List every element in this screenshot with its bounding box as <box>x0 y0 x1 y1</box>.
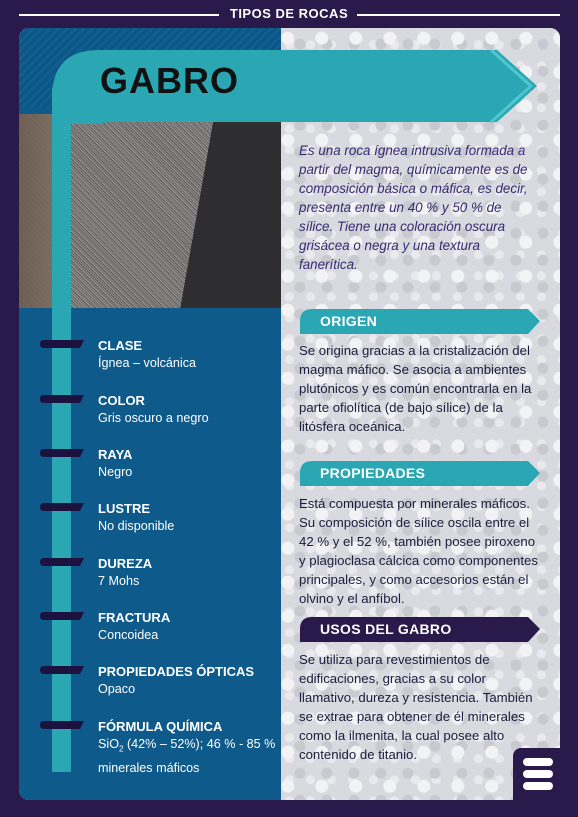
property-raya <box>98 447 278 481</box>
propiedades-text: Está compuesta por minerales máficos. Su composición de sílice oscila entre el 42 % y el 52 %, también posee piroxeno y plagioclasa cálcica como componentes principales, y como accesorios están el olvino y el anfíbol. <box>299 496 538 606</box>
property-formula-quimica <box>98 719 278 777</box>
property-tick <box>40 340 84 348</box>
rock-intro: Es una roca ígnea intrusiva formada a partir del magma, químicamente es de composición básica o máfica, es decir, presenta entre un 40 % y 50 % de sílice. Tiene una coloración oscura grisácea o negra y una textura fanerítica. <box>299 143 528 272</box>
page-title: TIPOS DE ROCAS <box>229 6 349 21</box>
property-name: RAYA <box>98 447 133 462</box>
property-value <box>98 735 278 777</box>
page-header <box>0 0 578 28</box>
menu-icon <box>521 756 555 792</box>
formula-rest: (42% – 52%); 46 % - 85 % minerales máficos <box>98 737 276 775</box>
property-tick <box>40 395 84 403</box>
property-tick <box>40 721 84 729</box>
property-tick <box>40 449 84 457</box>
property-value: Opaco <box>98 682 136 696</box>
rock-name: GABRO <box>100 60 239 101</box>
property-fractura <box>98 610 278 644</box>
property-name: FRACTURA <box>98 610 171 625</box>
property-value: 7 Mohs <box>98 574 140 588</box>
property-value: Ígnea – volcánica <box>98 356 197 370</box>
property-value: Negro <box>98 465 133 479</box>
property-name: DUREZA <box>98 556 153 571</box>
formula-subscript: 2 <box>119 744 124 754</box>
property-value: No disponible <box>98 519 175 533</box>
property-tick <box>40 558 84 566</box>
header-line-right <box>357 14 560 16</box>
property-clase <box>98 338 278 372</box>
property-value: Concoidea <box>98 628 159 642</box>
section-title: ORIGEN <box>320 313 378 329</box>
property-name: PROPIEDADES ÓPTICAS <box>98 664 255 679</box>
section-title: PROPIEDADES <box>320 465 426 481</box>
usos-text: Se utiliza para revestimientos de edificaciones, gracias a su color llamativo, dureza y resistencia. También se extrae para obtener de él minerales como la ilmenita, la cual posee alto contenido de titanio. <box>299 652 533 762</box>
title-banner <box>19 28 539 124</box>
property-tick <box>40 666 84 674</box>
origen-text: Se origina gracias a la cristalización del magma máfico. Se asocia a ambientes plutónicos y es común encontrarla en la parte ofiolítica (de bajo sílice) de la litósfera oceánica. <box>299 343 532 434</box>
property-value: Gris oscuro a negro <box>98 411 209 425</box>
property-name: CLASE <box>98 338 143 353</box>
property-name: LUSTRE <box>98 501 150 516</box>
property-lustre <box>98 501 278 535</box>
property-color <box>98 393 278 427</box>
section-title: USOS DEL GABRO <box>320 621 452 637</box>
property-tick <box>40 503 84 511</box>
property-tick <box>40 612 84 620</box>
menu-button[interactable] <box>513 748 563 802</box>
property-name: FÓRMULA QUÍMICA <box>98 719 223 734</box>
formula-prefix: SiO <box>98 737 119 751</box>
property-dureza <box>98 556 278 590</box>
property-propiedades-opticas <box>98 664 278 698</box>
property-name: COLOR <box>98 393 145 408</box>
